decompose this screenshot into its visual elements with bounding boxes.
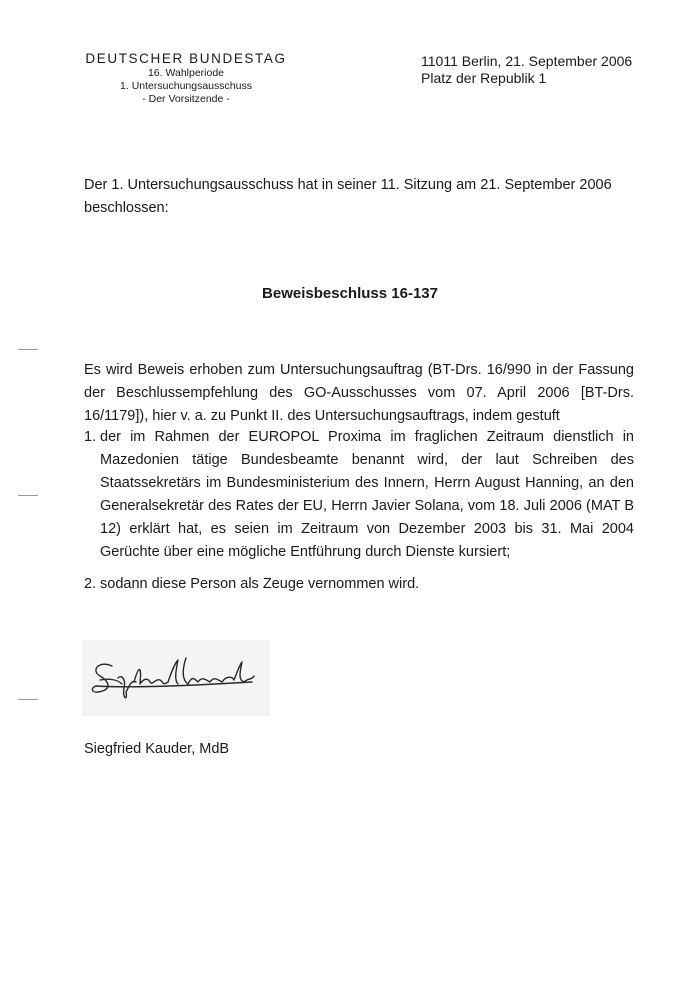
intro-text: Der 1. Untersuchungsausschuss hat in seiner 11. Sitzung am 21. September 2006 beschlossen: bbox=[84, 177, 612, 216]
list-item bbox=[84, 573, 634, 596]
fold-mark bbox=[18, 349, 38, 350]
electoral-period: 16. Wahlperiode bbox=[147, 67, 225, 79]
list-item-text: sodann diese Person als Zeuge vernommen wird. bbox=[100, 576, 420, 592]
list-item-number: 2. bbox=[84, 576, 97, 592]
list-item-number: 1. bbox=[84, 429, 97, 445]
address: Platz der Republik 1 bbox=[421, 70, 547, 86]
fold-mark bbox=[18, 699, 38, 700]
signature-scribble bbox=[82, 640, 270, 716]
list-item bbox=[84, 426, 634, 564]
signer-name: Siegfried Kauder, MdB bbox=[84, 741, 230, 757]
place-date: 11011 Berlin, 21. September 2006 bbox=[421, 53, 633, 69]
handwritten-signature bbox=[82, 640, 270, 716]
place-date-block bbox=[421, 53, 632, 87]
sender-role: - Der Vorsitzende - bbox=[142, 93, 230, 105]
document-title: Beweisbeschluss 16-137 bbox=[262, 285, 438, 302]
list-item-text: der im Rahmen der EUROPOL Proxima im fraglichen Zeitraum dienstlich in Mazedonien tätige Bundesbeamte benannt wird, der laut Schreiben des Staatssekretärs im Bundesministerium des Innern, Herrn August Hanning, an den Generalsekretär des Rates der EU, Herrn Javier Solana, vom 18. Juli 2006 (MAT B 12) erklärt hat, es seien im Zeitraum von Dezember 2003 bis 31. Mai 2004 Gerüchte über eine mögliche Entführung durch Dienste kursiert; bbox=[100, 429, 634, 560]
resolution-paragraph: Es wird Beweis erhoben zum Untersuchungsauftrag (BT-Drs. 16/990 in der Fassung der Beschlussempfehlung des GO-Ausschusses vom 07. April 2006 [BT-Drs. 16/1179]), hier v. a. zu Punkt II. des Untersuchungsauftrags, indem gestuft bbox=[84, 362, 634, 424]
hole-punch-mark bbox=[18, 495, 38, 496]
committee-name: 1. Untersuchungsausschuss bbox=[120, 80, 252, 92]
sender-block bbox=[78, 50, 294, 106]
organization-name: DEUTSCHER BUNDESTAG bbox=[85, 51, 287, 66]
resolution-steps bbox=[84, 426, 634, 605]
